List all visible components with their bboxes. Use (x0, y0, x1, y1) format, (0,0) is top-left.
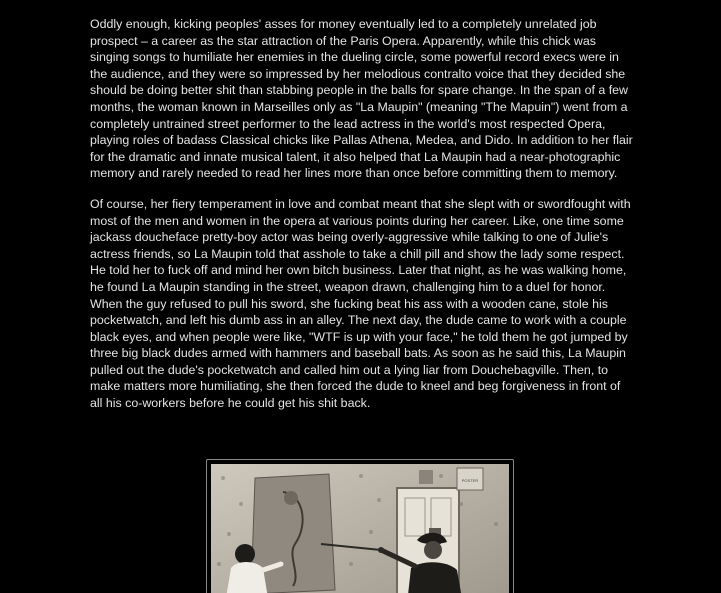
wall-poster-text: POSTER (461, 478, 479, 483)
sword-hilt (378, 547, 384, 553)
wall-picture (419, 470, 433, 484)
fencing-photo-illustration (211, 464, 509, 593)
left-fencer-head (235, 544, 255, 564)
right-fencer-head (424, 541, 442, 559)
tapestry-figure-head (284, 491, 298, 505)
article-body (90, 16, 635, 426)
article-photo (206, 459, 514, 593)
article-paragraph-2: Of course, her fiery temperament in love and combat meant that she slept with or swordfought with most of the men and women in the opera at various points during her career. Like, one time some jackass doucheface pretty-boy actor was being overly-aggressive while talking to one of Julie's actress friends, so La Maupin told that asshole to take a chill pill and show the lady some respect. He told her to fuck off and mind her own bitch business. Later that night, as he was walking home, he found La Maupin standing in the street, weapon drawn, challenging him to a duel for honor. When the guy refused to pull his sword, she fucking beat his ass with a wooden cane, stole his pocketwatch, and left his dumb ass in an alley. The next day, the dude came to work with a couple black eyes, and when people were like, "WTF is up with your face," he told them he got jumped by three big black dudes armed with hammers and baseball bats. As soon as he said this, La Maupin pulled out the dude's pocketwatch and called him out a lying liar from Douchebagville. Then, to make matters more humiliating, she then forced the dude to kneel and beg forgiveness in front of all his co-workers before he could get his shit back. (90, 196, 631, 411)
article-paragraph-1: Oddly enough, kicking peoples' asses for money eventually led to a completely unrelated job prospect – a career as the star attraction of the Paris Opera. Apparently, while this chick was singing songs to humiliate her enemies in the dueling circle, some powerful record execs were in the audience, and they were so impressed by her melodious contralto voice that they decided she should be doing better shit than stabbing people in the balls for spare change. In the span of a few months, the woman known in Marseilles only as "La Maupin" (meaning "The Mapuin") went from a completely untrained street performer to the lead actress in the world's most respected Opera, playing roles of badass Classical chicks like Pallas Athena, Medea, and Dido. In addition to her flair for the dramatic and innate musical talent, it also helped that La Maupin had a near-photographic memory and rarely needed to read her lines more than once before committing them to memory. (90, 17, 633, 181)
